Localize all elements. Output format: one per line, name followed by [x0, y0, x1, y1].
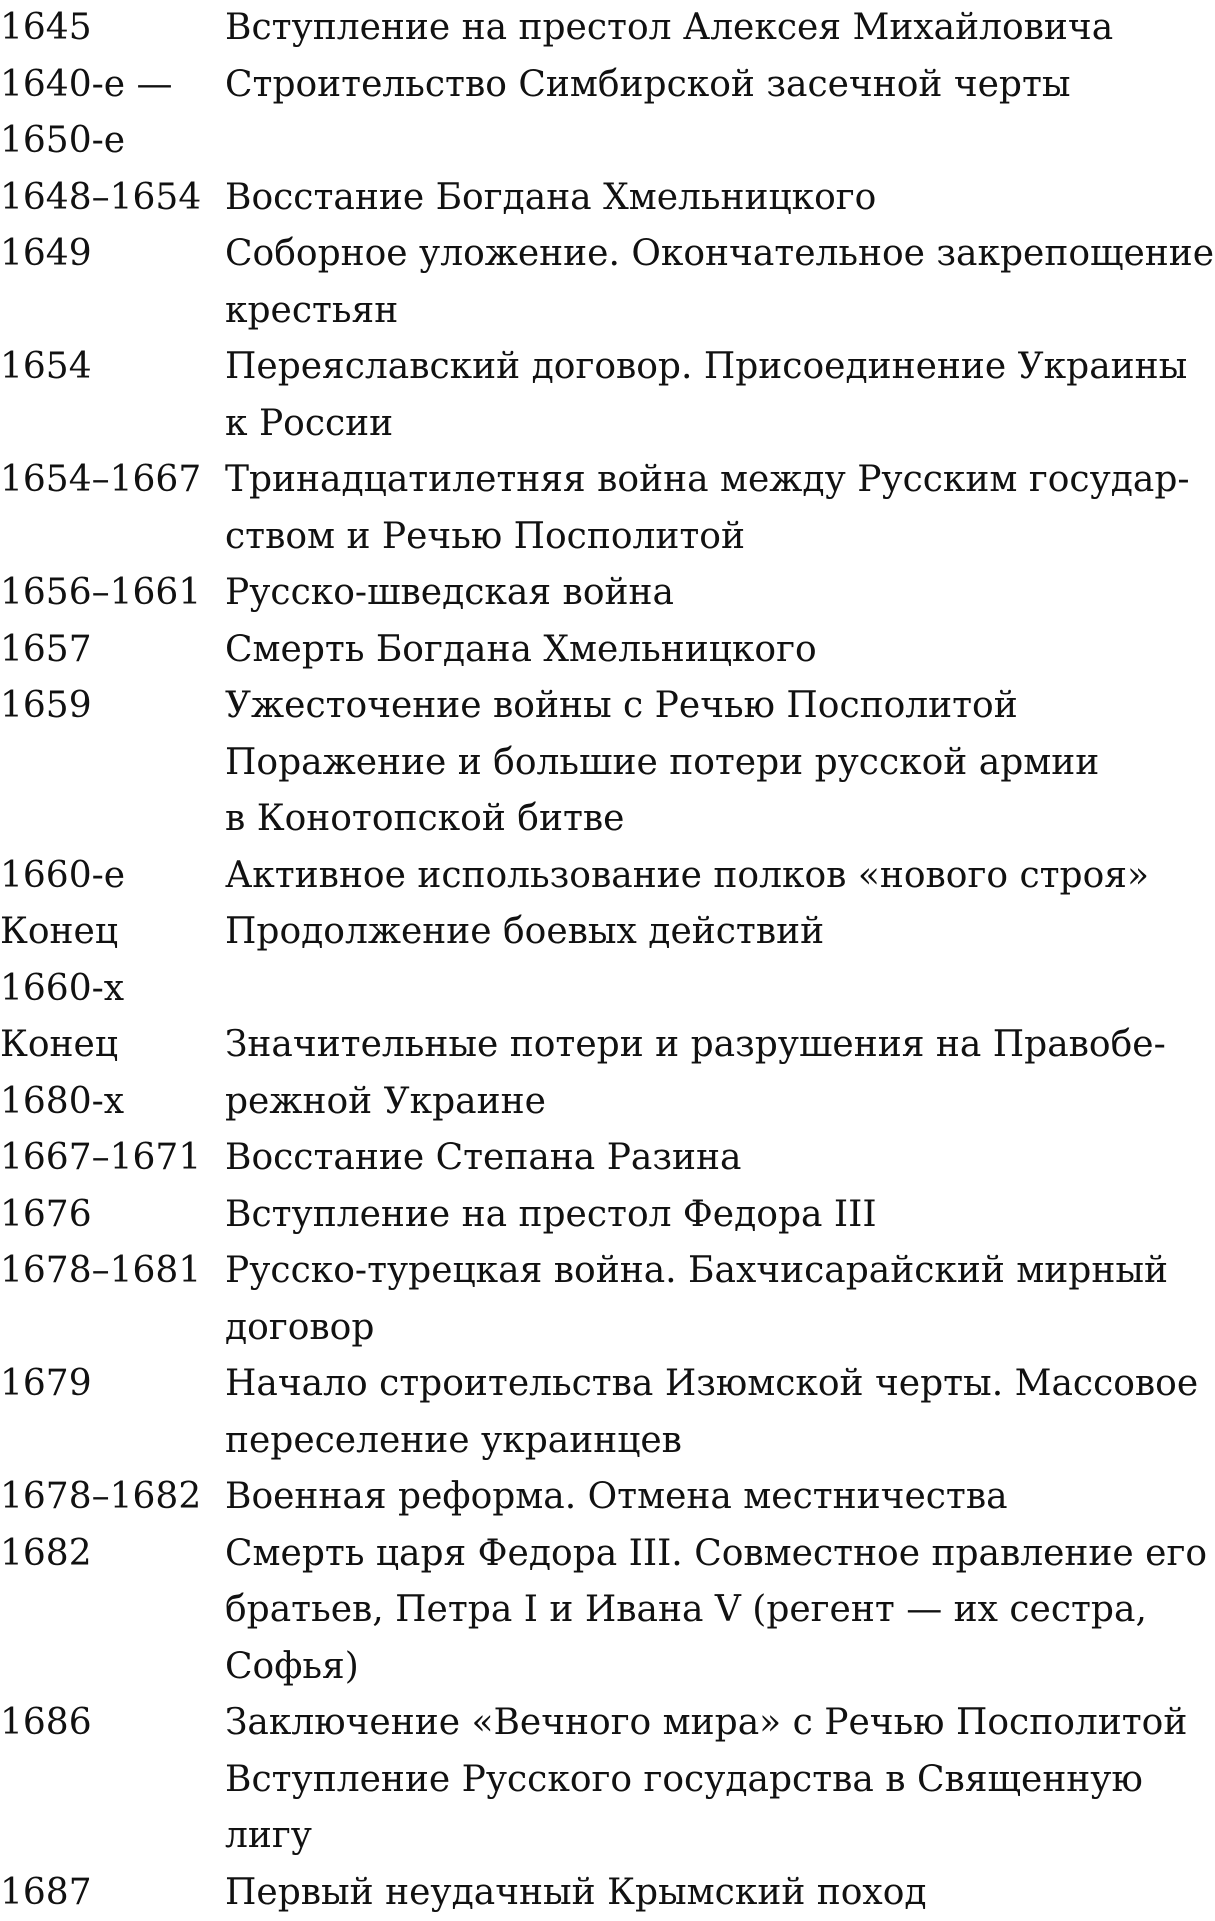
date-cell [0, 1243, 225, 1300]
event-line: Первый неудачный Крымский поход [225, 1865, 1215, 1921]
event-line: Ужесточение войны с Речью Посполитой [225, 678, 1215, 735]
event-cell [225, 1130, 1215, 1187]
date-cell [0, 1356, 225, 1413]
date-cell [0, 1695, 225, 1752]
date-line: 1657 [0, 622, 225, 679]
event-cell [225, 452, 1215, 565]
date-line: 1640-е — [0, 57, 225, 114]
date-line: 1678–1682 [0, 1469, 225, 1526]
date-cell [0, 226, 225, 283]
event-cell [225, 57, 1215, 114]
date-line: 1659 [0, 678, 225, 735]
event-line: к России [225, 396, 1215, 453]
event-cell [225, 226, 1215, 339]
chronology-row [0, 339, 1215, 452]
chronology-row [0, 1356, 1215, 1469]
date-cell [0, 57, 225, 170]
chronology-row [0, 57, 1215, 170]
date-line: Конец [0, 904, 225, 961]
chronology-row [0, 1187, 1215, 1244]
date-line: 1654–1667 [0, 452, 225, 509]
event-cell [225, 1017, 1215, 1130]
event-line: Продолжение боевых действий [225, 904, 1215, 961]
event-line: Русско-турецкая война. Бахчисарайский мирный [225, 1243, 1215, 1300]
event-cell [225, 1695, 1215, 1865]
date-cell [0, 1130, 225, 1187]
event-cell [225, 170, 1215, 227]
chronology-row [0, 1695, 1215, 1865]
date-line: 1656–1661 [0, 565, 225, 622]
event-line: Начало строительства Изюмской черты. Массовое [225, 1356, 1215, 1413]
event-line: переселение украинцев [225, 1413, 1215, 1470]
event-cell [225, 1356, 1215, 1469]
date-line: 1678–1681 [0, 1243, 225, 1300]
event-line: братьев, Петра I и Ивана V (регент — их сестра, [225, 1582, 1215, 1639]
chronology-row [0, 565, 1215, 622]
event-line: режной Украине [225, 1074, 1215, 1131]
event-line: Вступление Русского государства в Священную [225, 1752, 1215, 1809]
event-line: Смерть царя Федора III. Совместное правление его [225, 1526, 1215, 1583]
event-line: Заключение «Вечного мира» с Речью Посполитой [225, 1695, 1215, 1752]
date-cell [0, 170, 225, 227]
date-line: 1682 [0, 1526, 225, 1583]
event-cell [225, 1187, 1215, 1244]
event-line: Переяславский договор. Присоединение Украины [225, 339, 1215, 396]
date-line: 1648–1654 [0, 170, 225, 227]
event-line: Поражение и большие потери русской армии [225, 735, 1215, 792]
chronology-row [0, 1243, 1215, 1356]
event-line: Восстание Богдана Хмельницкого [225, 170, 1215, 227]
date-cell [0, 904, 225, 1017]
chronology-row [0, 1526, 1215, 1696]
date-cell [0, 452, 225, 509]
event-cell [225, 622, 1215, 679]
date-line: 1679 [0, 1356, 225, 1413]
date-cell [0, 1017, 225, 1130]
event-line: Вступление на престол Федора III [225, 1187, 1215, 1244]
event-line: ством и Речью Посполитой [225, 509, 1215, 566]
event-line: крестьян [225, 283, 1215, 340]
date-line: 1680-х [0, 1074, 225, 1131]
date-line: 1645 [0, 0, 225, 57]
date-line: Конец [0, 1017, 225, 1074]
event-cell [225, 848, 1215, 905]
chronology-row [0, 904, 1215, 1017]
date-cell [0, 1469, 225, 1526]
event-line: Восстание Степана Разина [225, 1130, 1215, 1187]
date-line: 1649 [0, 226, 225, 283]
event-line: Значительные потери и разрушения на Правобе- [225, 1017, 1215, 1074]
date-line: 1667–1671 [0, 1130, 225, 1187]
chronology-row [0, 1469, 1215, 1526]
chronology-row [0, 452, 1215, 565]
chronology-row [0, 678, 1215, 848]
event-line: в Конотопской битве [225, 791, 1215, 848]
chronology-row [0, 1865, 1215, 1921]
date-cell [0, 565, 225, 622]
event-cell [225, 1865, 1215, 1921]
event-line: Смерть Богдана Хмельницкого [225, 622, 1215, 679]
event-cell [225, 1526, 1215, 1696]
event-cell [225, 678, 1215, 848]
date-line: 1676 [0, 1187, 225, 1244]
chronology-row [0, 1130, 1215, 1187]
event-cell [225, 0, 1215, 57]
event-line: Вступление на престол Алексея Михайловича [225, 0, 1215, 57]
chronology-row [0, 170, 1215, 227]
event-line: Активное использование полков «нового строя» [225, 848, 1215, 905]
event-line: Тринадцатилетняя война между Русским государ- [225, 452, 1215, 509]
event-line: Софья) [225, 1639, 1215, 1696]
event-cell [225, 1243, 1215, 1356]
event-cell [225, 1469, 1215, 1526]
date-cell [0, 678, 225, 735]
date-line: 1650-е [0, 113, 225, 170]
event-cell [225, 565, 1215, 622]
chronology-row [0, 1017, 1215, 1130]
event-line: Военная реформа. Отмена местничества [225, 1469, 1215, 1526]
date-line: 1687 [0, 1865, 225, 1921]
event-line: Русско-шведская война [225, 565, 1215, 622]
date-cell [0, 1187, 225, 1244]
date-line: 1654 [0, 339, 225, 396]
date-cell [0, 0, 225, 57]
event-line: договор [225, 1300, 1215, 1357]
event-cell [225, 904, 1215, 961]
event-line: Соборное уложение. Окончательное закрепощение [225, 226, 1215, 283]
date-line: 1660-е [0, 848, 225, 905]
date-cell [0, 1526, 225, 1583]
chronology-row [0, 848, 1215, 905]
date-line: 1686 [0, 1695, 225, 1752]
date-cell [0, 622, 225, 679]
date-cell [0, 1865, 225, 1921]
date-cell [0, 848, 225, 905]
chronology-row [0, 622, 1215, 679]
date-line: 1660-х [0, 961, 225, 1018]
event-line: лигу [225, 1808, 1215, 1865]
chronology-row [0, 226, 1215, 339]
event-cell [225, 339, 1215, 452]
chronology-row [0, 0, 1215, 57]
date-cell [0, 339, 225, 396]
event-line: Строительство Симбирской засечной черты [225, 57, 1215, 114]
